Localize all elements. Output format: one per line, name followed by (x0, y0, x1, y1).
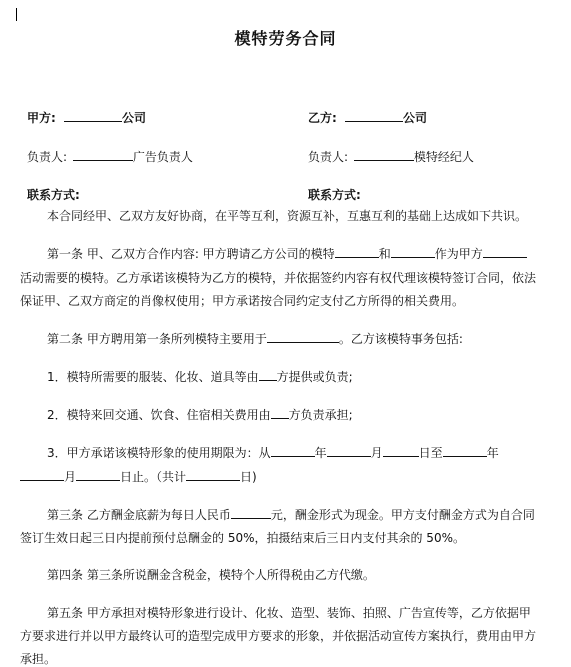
article1-blank1 (335, 245, 379, 258)
party-b-blank (345, 109, 403, 122)
party-a-contact-label: 负责人: (27, 150, 68, 164)
item1-line (47, 368, 353, 385)
article5-line2: 方要求进行并以甲方最终认可的造型完成甲方要求的形象，并依据活动宣传方案执行，费用由甲方 (20, 629, 537, 643)
article5-line1: 第五条 甲方承担对模特形象进行设计、化妆、造型、装饰、拍照、广告宣传等，乙方依据甲 (47, 606, 531, 620)
article1-line2: 活动需要的模特。乙方承诺该模特为乙方的模特，并依据签约内容有权代理该模特签订合同，依法 (20, 271, 537, 285)
document-title: 模特劳务合同 (234, 29, 337, 48)
article3-line1 (47, 506, 535, 523)
article1-line1 (47, 245, 527, 262)
article1-blank2 (391, 245, 435, 258)
article3-text-a: 第三条 乙方酬金底薪为每日人民币 (47, 508, 231, 522)
party-b-contact-label: 负责人: (308, 150, 349, 164)
item1-text-a: 1．模特所需要的服装、化妆、道具等由 (47, 370, 259, 384)
item2-blank (271, 406, 289, 419)
article1-line3: 保证甲、乙双方商定的肖像权使用；甲方承诺按合同约定支付乙方所得的相关费用。 (20, 294, 465, 308)
item3-blank-total (186, 468, 240, 481)
article4-line: 第四条 第三条所说酬金含税金，模特个人所得税由乙方代缴。 (47, 568, 375, 582)
article1-text-b: 和 (378, 247, 391, 261)
article1-text-c: 作为甲方 (434, 247, 483, 261)
party-b-line (308, 109, 427, 126)
article2-line (47, 330, 463, 347)
party-b-contact-suffix: 模特经纪人 (413, 150, 474, 164)
party-b-label: 乙方: (308, 111, 337, 125)
item3-day-end: 日止。（共计 (120, 470, 187, 484)
item1-blank (259, 368, 277, 381)
item2-text-a: 2．模特来回交通、饮食、住宿相关费用由 (47, 408, 271, 422)
item3-blank-month1 (327, 444, 371, 457)
party-a-contact-suffix: 广告负责人 (132, 150, 193, 164)
party-b-contact-blank (354, 148, 414, 161)
item3-line2 (20, 468, 257, 485)
item3-blank-year1 (271, 444, 315, 457)
item3-blank-month2 (20, 468, 64, 481)
article3-blank (231, 506, 271, 519)
item3-total-end: 日) (240, 470, 257, 484)
party-a-blank (64, 109, 122, 122)
party-a-suffix: 公司 (122, 111, 147, 125)
party-a-contact-line (27, 148, 193, 165)
item3-month1: 月 (370, 446, 383, 460)
article2-text-a: 第二条 甲方聘用第一条所列模特主要用于 (47, 332, 267, 346)
article1-text-a: 第一条 甲、乙双方合作内容: 甲方聘请乙方公司的模特 (47, 247, 335, 261)
text-cursor (16, 8, 17, 21)
party-a-contact-blank (73, 148, 133, 161)
article5-line3: 承担。 (20, 652, 57, 666)
party-b-contact-method: 联系方式: (308, 188, 361, 202)
item3-blank-year2 (443, 444, 487, 457)
party-b-suffix: 公司 (403, 111, 428, 125)
item3-day-to: 日至 (418, 446, 443, 460)
item1-text-b: 方提供或负责; (276, 370, 353, 384)
item2-line (47, 406, 353, 423)
item3-line1 (47, 444, 499, 461)
article3-line2: 签订生效日起三日内提前预付总酬金的 50%，拍摄结束后三日内支付其余的 50%。 (20, 531, 465, 545)
item3-year1: 年 (314, 446, 327, 460)
party-b-contact-line (308, 148, 474, 165)
intro-paragraph: 本合同经甲、乙双方友好协商，在平等互利，资源互补，互惠互利的基础上达成如下共识。 (47, 209, 528, 223)
article2-blank (267, 330, 339, 343)
party-a-line (27, 109, 146, 126)
party-a-label: 甲方: (27, 111, 56, 125)
item3-text-a: 3．甲方承诺该模特形象的使用期限为：从 (47, 446, 271, 460)
item3-year2: 年 (486, 446, 499, 460)
item3-month2: 月 (64, 470, 77, 484)
item2-text-b: 方负责承担; (288, 408, 353, 422)
article3-text-b: 元，酬金形式为现金。甲方支付酬金方式为自合同 (270, 508, 535, 522)
party-a-contact-method: 联系方式: (27, 188, 80, 202)
article2-text-b: 。乙方该模特事务包括: (338, 332, 463, 346)
item3-blank-day1 (383, 444, 419, 457)
item3-blank-day2 (76, 468, 120, 481)
article1-blank3 (483, 245, 527, 258)
